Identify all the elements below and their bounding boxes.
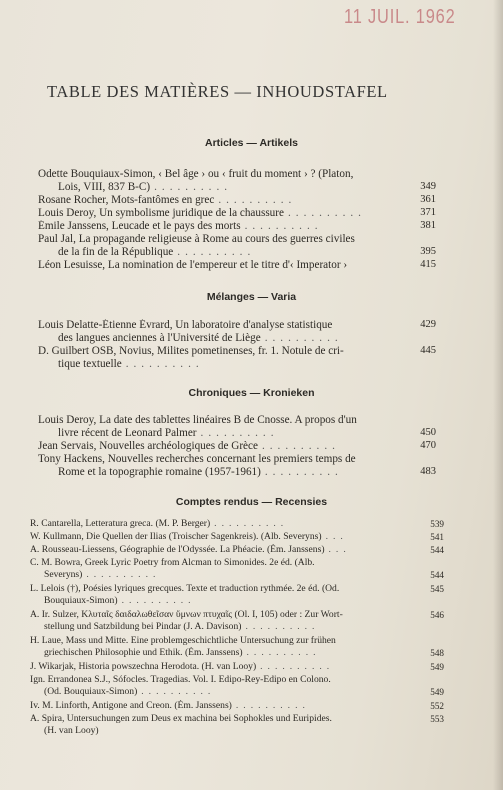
toc-entry-line: stellung und Satzbildung bei Pindar (J. A. Davison) xyxy=(44,621,242,633)
page-number: 371 xyxy=(420,207,436,218)
page-number: 545 xyxy=(430,584,444,594)
toc-entry-line: Rosane Rocher, Mots-fantômes en grec xyxy=(38,194,215,206)
toc-entry-line: Lois, VIII, 837 B-C) xyxy=(58,180,151,193)
page-number: 349 xyxy=(420,180,436,192)
toc-entry-line: Odette Bouquiaux-Simon, ‹ Bel âge › ou ‹ fruit du moment › ? (Platon, xyxy=(38,168,354,180)
toc-entry-line: tique textuelle xyxy=(58,357,122,370)
page-number: 544 xyxy=(430,545,444,555)
page-number: 445 xyxy=(420,345,436,356)
toc-entry: Jean Servais, Nouvelles archéologiques de Grèce .......... 470 xyxy=(38,440,436,452)
toc-entry: J. Wikarjak, Historia powszechna Herodota. (H. van Looy) .......... 549 xyxy=(30,661,444,672)
toc-entry-line: A. Ir. Sulzer, Κλυταῖς δαιδαλωθεῖσαν ὕμνων πτυχαῖς (Ol. I, 105) oder : Zur Wort- xyxy=(30,609,343,620)
toc-entry-line: Iv. M. Linforth, Antigone and Creon. (Ém. Janssens) xyxy=(30,700,232,711)
toc-entry-line: Rome et la topographie romaine (1957-1961) xyxy=(58,465,261,478)
toc-entry: Paul Jal, La propagande religieuse à Rome au cours des guerres civiles de la fin de la République .......... 395 xyxy=(38,233,436,258)
toc-entry: H. Laue, Mass und Mitte. Eine problemgeschichtliche Untersuchung zur frühen griechischen Philosophie und Ethik. (Ém. Janssens) .......... 548 xyxy=(30,635,444,659)
toc-entry: A. Rousseau-Liessens, Géographie de l'Odyssée. La Phéacie. (Ém. Janssens) ... 544 xyxy=(30,544,444,555)
page-number: 552 xyxy=(430,701,444,711)
toc-entry-line: W. Kullmann, Die Quellen der Ilias (Troischer Sagenkreis). (Alb. Severyns) xyxy=(30,531,322,542)
toc-entry-line: Louis Deroy, Un symbolisme juridique de la chaussure xyxy=(38,207,284,219)
toc-entry-line: Severyns) xyxy=(44,569,83,581)
toc-entry-line: Léon Lesuisse, La nomination de l'empereur et le titre d'‹ Imperator › xyxy=(38,259,348,271)
toc-entry: A. Ir. Sulzer, Κλυταῖς δαιδαλωθεῖσαν ὕμνων πτυχαῖς (Ol. I, 105) oder : Zur Wort- 546 stellung und Satzbildung bei Pindar (J. A. Davison) .......... xyxy=(30,609,444,633)
toc-entry: D. Guilbert OSB, Novius, Milites pometinenses, fr. 1. Notule de cri- 445 tique textuelle .......... xyxy=(38,345,436,370)
page-number: 415 xyxy=(420,259,436,270)
toc-entry-line: Louis Deroy, La date des tablettes linéaires B de Cnosse. A propos d'un xyxy=(38,414,357,426)
toc-entry-line: H. Laue, Mass und Mitte. Eine problemgeschichtliche Untersuchung zur frühen xyxy=(30,635,336,646)
toc-entry: Odette Bouquiaux-Simon, ‹ Bel âge › ou ‹ fruit du moment › ? (Platon, Lois, VIII, 837 B-C) .......... 349 xyxy=(38,168,436,193)
toc-entry: Louis Delatte-Étienne Évrard, Un laboratoire d'analyse statistique 429 des langues anciennes à l'Université de Liège .......... xyxy=(38,319,436,344)
page-number: 539 xyxy=(430,519,444,529)
toc-entry xyxy=(30,713,444,738)
page-number: 553 xyxy=(430,714,444,724)
page-number: 546 xyxy=(430,610,444,620)
toc-entry: Rosane Rocher, Mots-fantômes en grec .......... 361 xyxy=(38,194,436,206)
section-heading-chroniques: Chroniques — Kronieken xyxy=(188,387,315,399)
toc-entry: L. Lelois (†), Poésies lyriques grecques. Texte et traduction rythmée. 2e éd. (Od. 545 Bouquiaux-Simon) .......... xyxy=(30,583,444,607)
toc-entry-line: A. Spira, Untersuchungen zum Deus ex machina bei Sophokles und Euripides. xyxy=(30,713,332,724)
toc-entry-line: R. Cantarella, Letteratura greca. (M. P. Berger) xyxy=(30,518,211,529)
toc-entry-line: Paul Jal, La propagande religieuse à Rome au cours des guerres civiles xyxy=(38,233,355,245)
toc-entry-line: livre récent de Leonard Palmer xyxy=(58,426,197,439)
toc-entry-line: griechischen Philosophie und Ethik. (Ém. Janssens) xyxy=(44,647,243,659)
page-number: 548 xyxy=(430,648,444,659)
toc-entry-line: Ign. Errandonea S.J., Sófocles. Tragedias. Vol. I. Edipo-Rey-Edipo en Colono. xyxy=(30,674,331,685)
toc-entry-line: D. Guilbert OSB, Novius, Milites pometinenses, fr. 1. Notule de cri- xyxy=(38,345,344,357)
page-number: 395 xyxy=(420,245,436,257)
toc-entry-line: (Od. Bouquiaux-Simon) xyxy=(44,686,138,698)
section-heading-articles: Articles — Artikels xyxy=(205,137,298,149)
toc-entry-line: J. Wikarjak, Historia powszechna Herodota. (H. van Looy) xyxy=(30,661,257,672)
section-heading-comptes-rendus: Comptes rendus — Recensies xyxy=(175,496,328,508)
page-number: 450 xyxy=(420,426,436,438)
page-number: 470 xyxy=(420,440,436,451)
toc-entry: C. M. Bowra, Greek Lyric Poetry from Alcman to Simonides. 2e éd. (Alb. Severyns) .......... 544 xyxy=(30,557,444,581)
page-number: 549 xyxy=(430,662,444,672)
page-number: 361 xyxy=(420,194,436,205)
page-title: TABLE DES MATIÈRES — INHOUDSTAFEL xyxy=(47,82,388,101)
toc-entry-line: Émile Janssens, Leucade et le pays des morts xyxy=(38,220,241,232)
toc-entry: R. Cantarella, Letteratura greca. (M. P. Berger) .......... 539 xyxy=(30,518,444,529)
page-number: 429 xyxy=(420,319,436,330)
toc-entry-line: (H. van Looy) xyxy=(44,725,99,737)
page-number: 483 xyxy=(420,465,436,477)
page-number: 544 xyxy=(430,570,444,581)
toc-entry-line: Bouquiaux-Simon) xyxy=(44,595,118,607)
toc-entry-line: Tony Hackens, Nouvelles recherches concernant les premiers temps de xyxy=(38,453,356,465)
toc-entry-line: des langues anciennes à l'Université de Liège xyxy=(58,331,261,344)
page-number: 549 xyxy=(430,687,444,698)
toc-entry: Tony Hackens, Nouvelles recherches concernant les premiers temps de Rome et la topographie romaine (1957-1961) .......... 483 xyxy=(38,453,436,478)
toc-entry: Émile Janssens, Leucade et le pays des morts .......... 381 xyxy=(38,220,436,232)
section-heading-melanges: Mélanges — Varia xyxy=(206,291,297,303)
toc-entry-line: Jean Servais, Nouvelles archéologiques de Grèce xyxy=(38,440,258,452)
toc-entry: Ign. Errandonea S.J., Sófocles. Tragedias. Vol. I. Edipo-Rey-Edipo en Colono. (Od. Bouquiaux-Simon) .......... 549 xyxy=(30,674,444,698)
toc-entry-line: C. M. Bowra, Greek Lyric Poetry from Alcman to Simonides. 2e éd. (Alb. xyxy=(30,557,315,568)
date-stamp: 11 JUIL. 1962 xyxy=(344,6,456,28)
page-number: 541 xyxy=(430,532,444,542)
toc-entry: Louis Deroy, La date des tablettes linéaires B de Cnosse. A propos d'un livre récent de Leonard Palmer .......... 450 xyxy=(38,414,436,439)
toc-entry-line: A. Rousseau-Liessens, Géographie de l'Odyssée. La Phéacie. (Ém. Janssens) xyxy=(30,544,325,555)
toc-entry: Louis Deroy, Un symbolisme juridique de la chaussure .......... 371 xyxy=(38,207,436,219)
toc-entry-line: de la fin de la République xyxy=(58,245,174,258)
toc-entry: Iv. M. Linforth, Antigone and Creon. (Ém. Janssens) .......... 552 xyxy=(30,700,444,711)
page-number: 381 xyxy=(420,220,436,231)
toc-entry-line: Louis Delatte-Étienne Évrard, Un laboratoire d'analyse statistique xyxy=(38,319,333,331)
toc-entry: W. Kullmann, Die Quellen der Ilias (Troischer Sagenkreis). (Alb. Severyns) ... 541 xyxy=(30,531,444,542)
toc-entry-line: L. Lelois (†), Poésies lyriques grecques. Texte et traduction rythmée. 2e éd. (Od. xyxy=(30,583,340,594)
toc-entry xyxy=(38,259,436,272)
